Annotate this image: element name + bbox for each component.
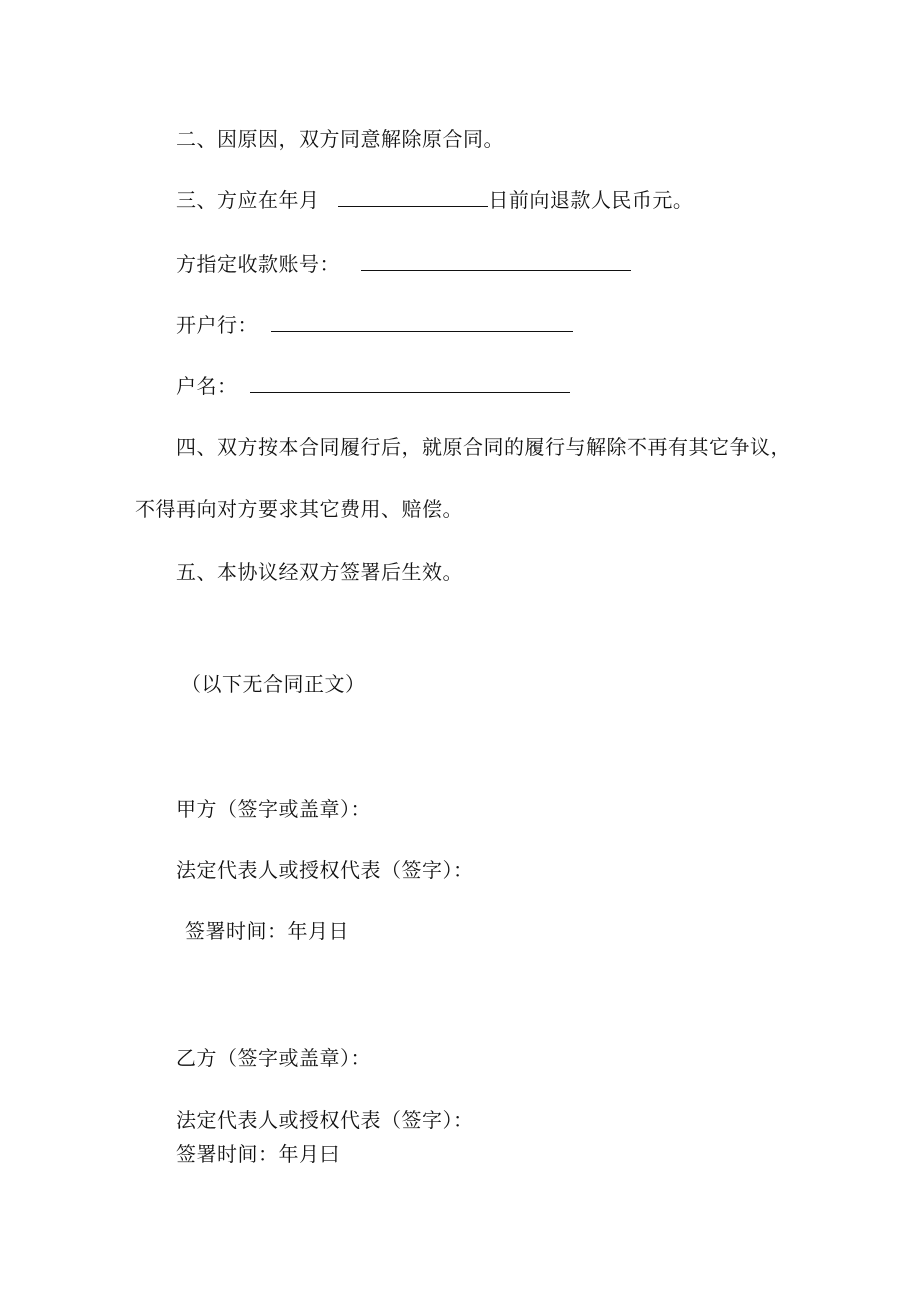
clause-2: 二、因原因，双方同意解除原合同。 (176, 127, 504, 151)
clause-5: 五、本协议经双方签署后生效。 (176, 560, 463, 584)
bank-line (176, 313, 573, 337)
party-b-seal: 乙方（签字或盖章）： (176, 1046, 371, 1070)
party-a-representative: 法定代表人或授权代表（签字）： (176, 858, 474, 882)
party-b-date: 签署时间：年月曰 (176, 1142, 340, 1166)
clause-3-prefix: 三、方应在年月 (176, 188, 320, 212)
clause-4-line-2: 不得再向对方要求其它费用、赔偿。 (135, 497, 463, 521)
end-of-contract-note: （以下无合同正文） (181, 672, 366, 696)
clause-3 (176, 188, 693, 212)
account-label: 方指定收款账号： (176, 252, 340, 276)
account-blank (361, 252, 631, 271)
party-a-date: 签署时间：年月日 (185, 919, 349, 943)
holder-blank (250, 374, 570, 393)
holder-line (176, 374, 570, 398)
date-blank (338, 188, 488, 207)
party-a-seal: 甲方（签字或盖章）： (176, 797, 371, 821)
party-b-representative: 法定代表人或授权代表（签字）： (176, 1108, 474, 1132)
account-line (176, 252, 631, 276)
clause-4-line-1: 四、双方按本合同履行后，就原合同的履行与解除不再有其它争议， (176, 435, 791, 459)
clause-3-suffix: 日前向退款人民币元。 (488, 188, 694, 212)
bank-label: 开户行： (176, 313, 258, 337)
holder-label: 户名： (176, 374, 238, 398)
bank-blank (271, 313, 573, 332)
